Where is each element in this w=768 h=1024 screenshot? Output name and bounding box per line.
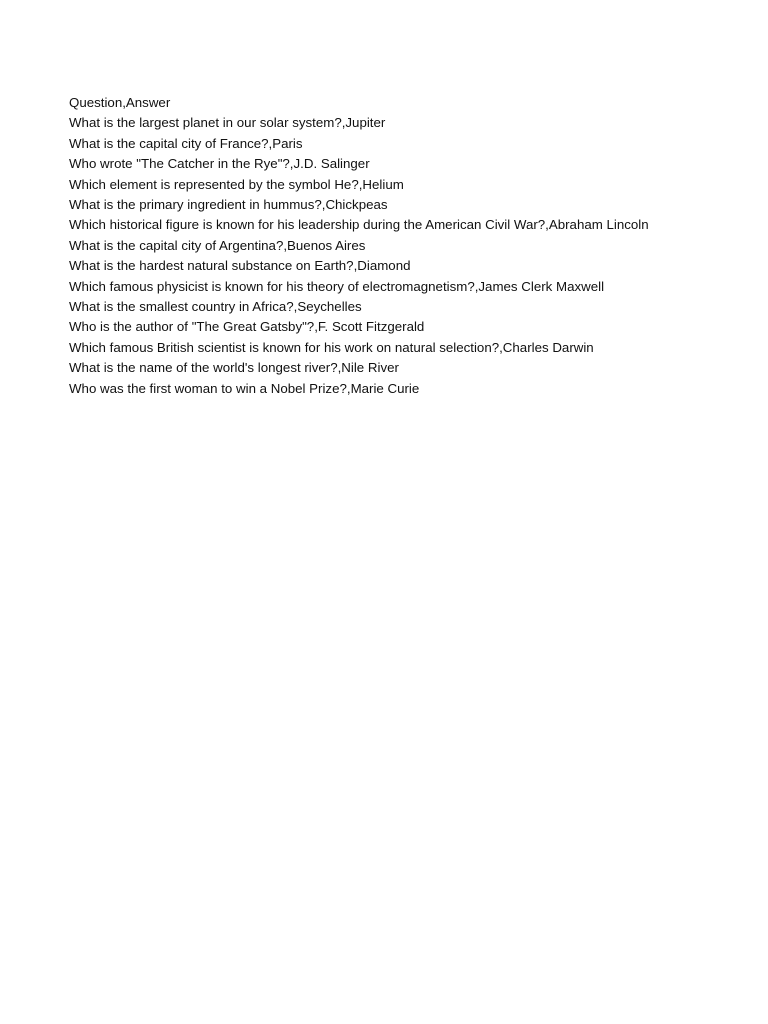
csv-line: Who was the first woman to win a Nobel Prize?,Marie Curie: [69, 380, 420, 396]
csv-line: What is the capital city of France?,Paris: [69, 135, 303, 151]
csv-line: What is the hardest natural substance on Earth?,Diamond: [69, 258, 411, 274]
csv-line: What is the smallest country in Africa?,Seychelles: [69, 299, 362, 315]
csv-header-line: Question,Answer: [69, 95, 171, 110]
csv-line: Which element is represented by the symbol He?,Helium: [69, 176, 404, 192]
csv-line: What is the capital city of Argentina?,Buenos Aires: [69, 237, 366, 253]
csv-line: Which famous physicist is known for his theory of electromagnetism?,James Clerk Maxwell: [69, 278, 605, 294]
csv-line: Who wrote "The Catcher in the Rye"?,J.D. Salinger: [69, 156, 370, 172]
csv-line: Who is the author of "The Great Gatsby"?,F. Scott Fitzgerald: [69, 319, 425, 335]
csv-line: Which historical figure is known for his leadership during the American Civil War?,Abraham Lincoln: [69, 217, 649, 233]
csv-line: What is the name of the world's longest river?,Nile River: [69, 360, 399, 376]
csv-line: What is the primary ingredient in hummus?,Chickpeas: [69, 197, 388, 213]
csv-text-block: [69, 93, 649, 399]
csv-line: What is the largest planet in our solar system?,Jupiter: [69, 115, 386, 131]
csv-line: Which famous British scientist is known for his work on natural selection?,Charles Darwin: [69, 339, 594, 355]
